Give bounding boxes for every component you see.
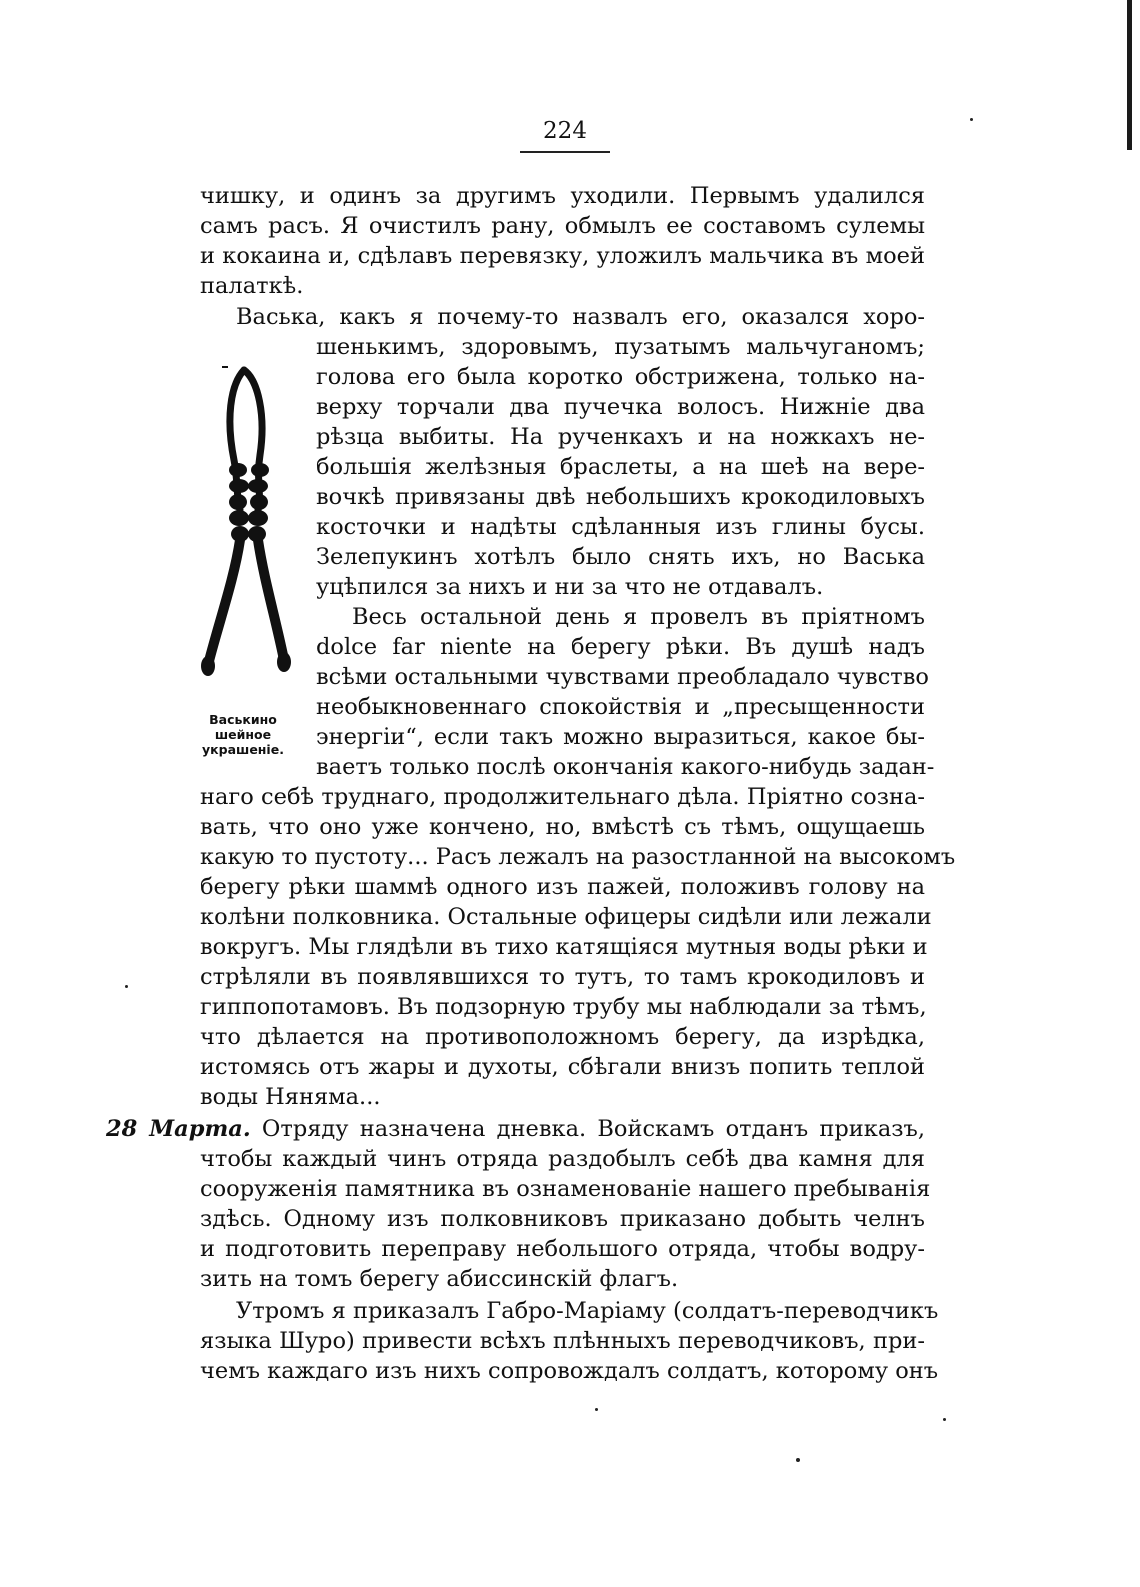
text-line: верху торчали два пучечка волосъ. Нижніе два	[316, 394, 925, 420]
text-line: рѣзца выбиты. На рученкахъ и на ножкахъ не-	[316, 424, 925, 450]
text-line: dolce far niente на берегу рѣки. Въ душѣ надъ	[316, 634, 925, 660]
text-line: колѣни полковника. Остальные офицеры сидѣли или лежали	[200, 904, 932, 930]
text-line: всѣми остальными чувствами преобладало чувство	[316, 664, 929, 690]
text-line: чемъ каждаго изъ нихъ сопровождалъ солдатъ, которому онъ	[200, 1358, 939, 1384]
page-number: 224	[543, 118, 587, 144]
text-line: Весь остальной день я провелъ въ пріятномъ	[352, 604, 925, 630]
text-line: большія желѣзныя браслеты, а на шеѣ на вере-	[316, 454, 925, 480]
text-line: палаткѣ.	[200, 273, 304, 299]
ink-speck	[943, 1418, 946, 1421]
ink-speck	[796, 1458, 800, 1462]
text-line: гиппопотамовъ. Въ подзорную трубу мы наблюдали за тѣмъ,	[200, 994, 927, 1020]
date-entry-line	[106, 1114, 925, 1144]
text-line: наго себѣ труднаго, продолжительнаго дѣла. Пріятно созна-	[200, 784, 925, 810]
text-line: что дѣлается на противоположномъ берегу, да изрѣдка,	[200, 1024, 925, 1050]
date-entry-text: Отряду назначена дневка. Войскамъ отданъ приказъ,	[261, 1116, 926, 1142]
text-line: уцѣпился за нихъ и ни за что не отдавалъ.	[316, 574, 824, 600]
text-line: шенькимъ, здоровымъ, пузатымъ мальчуганомъ;	[316, 334, 925, 360]
text-line: Зелепукинъ хотѣлъ было снять ихъ, но Васька	[316, 544, 925, 570]
text-line: самъ расъ. Я очистилъ рану, обмылъ ее составомъ сулемы	[200, 213, 925, 239]
text-line: энергіи“, если такъ можно выразиться, какое бы-	[316, 724, 925, 750]
text-line: истомясь отъ жары и духоты, сбѣгали внизъ попить теплой	[200, 1054, 925, 1080]
text-line: вать, что оно уже кончено, но, вмѣстѣ съ тѣмъ, ощущаешь	[200, 814, 925, 840]
text-line: берегу рѣки шаммѣ одного изъ пажей, положивъ голову на	[200, 874, 925, 900]
ink-speck	[970, 118, 973, 121]
text-line: косточки и надѣты сдѣланныя изъ глины бусы.	[316, 514, 925, 540]
text-line: сооруженія памятника въ ознаменованіе нашего пребыванія	[200, 1176, 931, 1202]
ink-speck	[595, 1408, 598, 1411]
figure-caption	[196, 712, 290, 757]
text-line: вочкѣ привязаны двѣ небольшихъ крокодиловыхъ	[316, 484, 925, 510]
text-line: воды Няняма...	[200, 1084, 381, 1110]
text-line: чишку, и одинъ за другимъ уходили. Первымъ удалился	[200, 183, 925, 209]
text-line: языка Шуро) привести всѣхъ плѣнныхъ переводчиковъ, при-	[200, 1328, 925, 1354]
text-line: какую то пустоту... Расъ лежалъ на разостланной на высокомъ	[200, 844, 956, 870]
text-line: и кокаина и, сдѣлавъ перевязку, уложилъ мальчика въ моей	[200, 243, 925, 269]
text-line: здѣсь. Одному изъ полковниковъ приказано добыть челнъ	[200, 1206, 925, 1232]
text-line: и подготовить переправу небольшого отряда, чтобы водру-	[200, 1236, 925, 1262]
caption-line: Васькино	[209, 712, 277, 727]
text-line: Васька, какъ я почему-то назвалъ его, оказался хоро-	[236, 304, 925, 330]
text-line: необыкновеннаго спокойствія и „пресыщенности	[316, 694, 925, 720]
caption-line: украшеніе.	[202, 742, 284, 757]
date-label: 28 Марта.	[106, 1116, 251, 1142]
page-edge-line	[1127, 0, 1132, 150]
text-line: вокругъ. Мы глядѣли въ тихо катящіяся мутныя воды рѣки и	[200, 934, 928, 960]
text-line: голова его была коротко обстрижена, только на-	[316, 364, 925, 390]
text-line: зить на томъ берегу абиссинскій флагъ.	[200, 1266, 679, 1292]
text-line: стрѣляли въ появлявшихся то тутъ, то тамъ крокодиловъ и	[200, 964, 925, 990]
page-number-rule	[520, 151, 610, 153]
text-line: ваетъ только послѣ окончанія какого-нибудь задан-	[316, 754, 935, 780]
caption-line: шейное	[214, 727, 272, 742]
text-line: Утромъ я приказалъ Габро-Маріаму (солдатъ-переводчикъ	[236, 1298, 939, 1324]
ink-speck	[125, 985, 128, 988]
text-line: чтобы каждый чинъ отряда раздобылъ себѣ два камня для	[200, 1146, 925, 1172]
necklace-illustration	[200, 360, 296, 700]
